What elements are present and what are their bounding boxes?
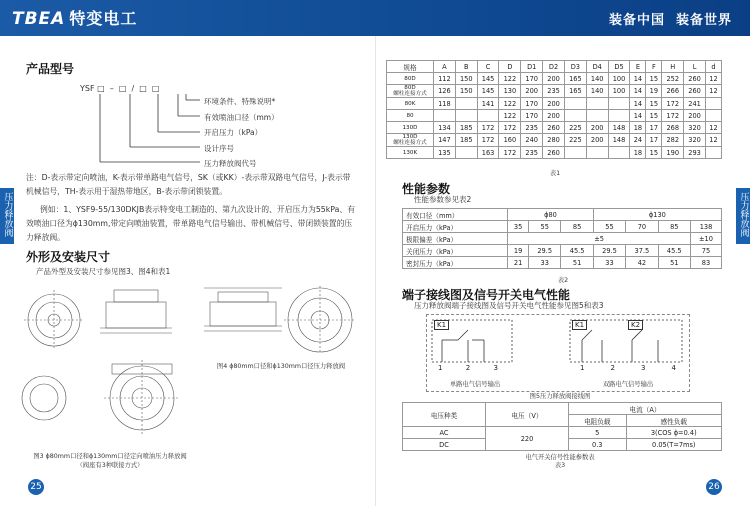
table1-cell: 14	[630, 110, 646, 122]
perf-label: 有效口径（mm）	[403, 209, 508, 221]
dimension-table	[386, 60, 722, 159]
table3-title-note: 电气开关信号性能参数表	[525, 454, 595, 461]
t3-h-current: 电流（A）	[569, 403, 722, 415]
table1-cell: 225	[564, 122, 586, 134]
table1-cell: 147	[434, 134, 456, 147]
table1-cell: 235	[543, 85, 565, 98]
perf-cell: 45.5	[658, 245, 690, 257]
terminal-number: 1	[438, 364, 443, 372]
table1-cell: 160	[499, 134, 521, 147]
side-tab-left-label: 压力释放阀	[2, 192, 13, 237]
perf-cell: 45.5	[561, 245, 593, 257]
table1-cell: 165	[564, 85, 586, 98]
table1-header-cell: D1	[521, 61, 543, 73]
table1-cell: 14	[630, 98, 646, 110]
perf-cell: 33	[593, 257, 625, 269]
perf-label: 开启压力（kPa）	[403, 221, 508, 233]
legend-item: 有效喷油口径（mm）	[204, 112, 279, 122]
table1-cell: 140	[586, 73, 608, 85]
terminal-number: 4	[671, 364, 676, 372]
t3-inductive: 0.05(T=7ms)	[626, 439, 722, 451]
fig5-caption: 图5压力释放阀接线图	[529, 393, 591, 400]
table1-cell	[477, 110, 499, 122]
table1-header-cell: H	[662, 61, 684, 73]
perf-cell: 55	[593, 221, 625, 233]
table1-cell	[564, 110, 586, 122]
table1-cell: 122	[499, 98, 521, 110]
table1-header-cell: A	[434, 61, 456, 73]
performance-title: 性能参数	[402, 182, 451, 196]
perf-cell: 42	[626, 257, 658, 269]
perf-cell: 37.5	[626, 245, 658, 257]
table1-cell: 170	[521, 98, 543, 110]
table1-cell: 150	[455, 85, 477, 98]
brand-logo	[12, 6, 137, 29]
model-code-prefix: YSF	[80, 84, 95, 93]
table3-caption: 表3	[554, 462, 566, 469]
table1-cell: 252	[662, 73, 684, 85]
table1-cell: 170	[521, 73, 543, 85]
table1-cell: 200	[586, 122, 608, 134]
table1-cell	[455, 98, 477, 110]
table1-cell: 122	[499, 110, 521, 122]
table1-cell: 260	[684, 85, 706, 98]
fig4-caption: 图4 ϕ80mm口径和ϕ130mm口径压力释放阀	[216, 363, 346, 370]
table1-cell	[608, 98, 630, 110]
table1-cell	[564, 98, 586, 110]
perf-cell: 85	[658, 221, 690, 233]
table1-cell	[564, 147, 586, 159]
table1-spec-cell: 80D	[387, 73, 434, 85]
table1-cell: 200	[521, 85, 543, 98]
table1-cell: 165	[564, 73, 586, 85]
perf-cell: 75	[690, 245, 721, 257]
page-header	[0, 0, 750, 36]
model-code-blanks: □ – □ / □ □	[97, 84, 160, 93]
table1-cell: 200	[543, 73, 565, 85]
page-number-right: 26	[706, 479, 722, 495]
table1-header-cell: D3	[564, 61, 586, 73]
perf-cell: 29.5	[593, 245, 625, 257]
fig3-caption: 图3 ϕ80mm口径和ϕ130mm口径定向喷油压力释放阀（阀座有3种联接方式）	[33, 453, 187, 469]
perf-cell: 51	[658, 257, 690, 269]
table1-cell: 172	[662, 98, 684, 110]
legend-item: 环境条件、特殊说明*	[204, 97, 276, 106]
table1-cell: 200	[684, 110, 706, 122]
table1-spec-cell: 80D 螺柱连接方式	[387, 85, 434, 98]
table1-cell: 15	[646, 110, 662, 122]
dimension-table-body	[387, 61, 722, 159]
table1-cell: 200	[586, 134, 608, 147]
table1-cell: 12	[705, 122, 721, 134]
side-tab-right-label: 压力释放阀	[738, 192, 749, 237]
t3-resistive: 5	[569, 427, 627, 439]
table1-cell: 130	[499, 85, 521, 98]
legend-item: 压力释放阀代号	[204, 159, 257, 168]
table1-cell: 260	[684, 73, 706, 85]
table1-cell: 14	[630, 73, 646, 85]
table1-header-cell: C	[477, 61, 499, 73]
table1-cell: 266	[662, 85, 684, 98]
table1-spec-cell: 80K	[387, 98, 434, 110]
perf-cell: 51	[561, 257, 593, 269]
table1-header-cell: D2	[543, 61, 565, 73]
terminal-intro: 压力释放阀端子接线图及信号开关电气性能参见图5和表3	[414, 301, 604, 310]
table1-cell: 172	[477, 122, 499, 134]
table1-cell: 140	[586, 85, 608, 98]
table1-cell: 282	[662, 134, 684, 147]
table1-spec-cell: 130D 螺柱连接方式	[387, 134, 434, 147]
slogan: 装备中国 装备世界	[608, 13, 732, 28]
table1-cell: 24	[630, 134, 646, 147]
t3-h-resistive: 电阻负载	[569, 415, 627, 427]
perf-cell: 21	[508, 257, 529, 269]
electrical-table	[402, 402, 722, 451]
table1-cell: 280	[543, 134, 565, 147]
perf-cell: 70	[626, 221, 658, 233]
logo-cn: 特变电工	[69, 9, 138, 28]
table1-cell: 122	[499, 73, 521, 85]
perf-label: 密封压力（kPa）	[403, 257, 508, 269]
table1-cell	[586, 147, 608, 159]
table1-cell: 134	[434, 122, 456, 134]
table2-caption: 表2	[557, 277, 569, 284]
table1-cell: 100	[608, 73, 630, 85]
fig3-drawing	[14, 280, 184, 455]
table1-cell: 145	[477, 85, 499, 98]
table1-cell: 112	[434, 73, 456, 85]
table1-cell: 148	[608, 134, 630, 147]
perf-label: 极限偏差（kPa）	[403, 233, 508, 245]
table1-header-cell: d	[705, 61, 721, 73]
table1-header-cell: 规格	[387, 61, 434, 73]
fig4-drawing	[200, 282, 360, 362]
table1-header-cell: E	[630, 61, 646, 73]
perf-cell: 85	[561, 221, 593, 233]
table1-cell: 200	[543, 110, 565, 122]
table1-cell: 17	[646, 134, 662, 147]
table1-cell: 235	[521, 122, 543, 134]
table1-cell: 12	[705, 134, 721, 147]
table1-cell: 18	[630, 122, 646, 134]
table1-row	[387, 85, 722, 98]
model-legend	[204, 94, 279, 172]
table1-cell	[586, 110, 608, 122]
table1-caption: 表1	[549, 170, 561, 177]
table1-cell: 17	[646, 122, 662, 134]
table1-cell: 14	[630, 85, 646, 98]
model-title: 产品型号	[26, 62, 75, 76]
performance-table	[402, 208, 722, 269]
terminal-title: 端子接线图及信号开关电气性能	[402, 288, 571, 302]
table1-cell: 260	[543, 147, 565, 159]
perf-cell: 55	[529, 221, 561, 233]
table1-cell: 170	[521, 110, 543, 122]
table1-cell: 241	[684, 98, 706, 110]
t3-inductive: 3(COS ϕ=0.4)	[626, 427, 722, 439]
table1-cell: 126	[434, 85, 456, 98]
table1-cell: 240	[521, 134, 543, 147]
table1-spec-cell: 130D	[387, 122, 434, 134]
perf-cell: ϕ80	[508, 209, 594, 221]
table1-row	[387, 73, 722, 85]
table1-cell: 268	[662, 122, 684, 134]
legend-item: 开启压力（kPa）	[204, 128, 263, 137]
t3-h-type: 电压种类	[403, 403, 486, 427]
table1-cell	[608, 147, 630, 159]
table1-header-cell: B	[455, 61, 477, 73]
table1-cell: 172	[499, 147, 521, 159]
table1-cell	[705, 98, 721, 110]
table1-cell: 18	[630, 147, 646, 159]
table1-cell: 145	[477, 73, 499, 85]
table1-cell: 148	[608, 122, 630, 134]
model-note-1: 注：D-表示带定向喷油，K-表示带单路电气信号，SK（或KK）-表示带双路电气信号，J-表示带机械信号，TH-表示用于湿热带地区，B-表示带闭锁装置。	[26, 173, 351, 196]
perf-cell: ±5	[508, 233, 691, 245]
table1-cell	[455, 147, 477, 159]
table1-header-cell: D5	[608, 61, 630, 73]
perf-cell: ϕ130	[593, 209, 721, 221]
terminal-number: 3	[493, 364, 498, 372]
table1-cell: 260	[543, 122, 565, 134]
dimensions-intro: 产品外型及安装尺寸参见图3、图4和表1	[36, 267, 171, 276]
perf-cell: 19	[508, 245, 529, 257]
table1-header-cell: F	[646, 61, 662, 73]
table1-cell	[705, 147, 721, 159]
table1-spec-cell: 80	[387, 110, 434, 122]
page-number-left: 25	[28, 479, 44, 495]
table1-cell	[705, 110, 721, 122]
table1-cell	[608, 110, 630, 122]
table1-cell: 15	[646, 73, 662, 85]
double-caption: 双路电气信号输出	[602, 381, 654, 388]
logo-en: TBEA	[12, 9, 66, 29]
table1-cell: 163	[477, 147, 499, 159]
side-tab-left	[0, 188, 14, 244]
table1-cell: 150	[455, 73, 477, 85]
table1-header-cell: L	[684, 61, 706, 73]
table1-cell: 293	[684, 147, 706, 159]
table1-header-cell: D4	[586, 61, 608, 73]
perf-cell: 29.5	[529, 245, 561, 257]
table1-cell: 141	[477, 98, 499, 110]
dimensions-title: 外形及安装尺寸	[26, 250, 111, 264]
table1-cell	[434, 110, 456, 122]
table1-cell: 19	[646, 85, 662, 98]
t3-h-voltage: 电压（V）	[486, 403, 569, 427]
performance-intro: 性能参数参见表2	[414, 195, 472, 204]
table1-cell	[455, 110, 477, 122]
table1-row	[387, 110, 722, 122]
legend-item: 设计序号	[204, 143, 234, 153]
double-k1-label: K1	[572, 320, 587, 330]
t3-h-inductive: 感性负载	[626, 415, 722, 427]
perf-cell: 35	[508, 221, 529, 233]
terminal-number: 3	[641, 364, 646, 372]
side-tab-right	[736, 188, 750, 244]
table1-row	[387, 134, 722, 147]
table1-cell: 172	[662, 110, 684, 122]
perf-label: 关闭压力（kPa）	[403, 245, 508, 257]
t3-resistive: 0.3	[569, 439, 627, 451]
table1-cell: 320	[684, 134, 706, 147]
terminal-number: 2	[610, 364, 615, 372]
table1-cell: 15	[646, 98, 662, 110]
table1-cell: 172	[499, 122, 521, 134]
terminal-number: 2	[465, 364, 471, 372]
table1-cell: 225	[564, 134, 586, 147]
table1-cell: 185	[455, 122, 477, 134]
table1-spec-cell: 130K	[387, 147, 434, 159]
table1-cell: 118	[434, 98, 456, 110]
t3-type: AC	[403, 427, 486, 439]
double-terms	[580, 364, 676, 372]
table1-row	[387, 98, 722, 110]
table1-cell: 190	[662, 147, 684, 159]
table1-cell: 200	[543, 98, 565, 110]
table1-cell: 12	[705, 73, 721, 85]
double-k2-label: K2	[628, 320, 643, 330]
perf-cell: 33	[529, 257, 561, 269]
perf-cell: 138	[690, 221, 721, 233]
table1-cell: 172	[477, 134, 499, 147]
perf-cell: ±10	[690, 233, 721, 245]
table1-cell: 15	[646, 147, 662, 159]
page-divider	[375, 36, 376, 506]
single-terms	[438, 364, 498, 372]
single-caption: 单路电气信号输出	[449, 381, 501, 388]
table1-header-cell: D	[499, 61, 521, 73]
perf-cell: 83	[690, 257, 721, 269]
table1-cell: 320	[684, 122, 706, 134]
table1-row	[387, 122, 722, 134]
table1-cell: 100	[608, 85, 630, 98]
table1-cell: 185	[455, 134, 477, 147]
table1-cell: 235	[521, 147, 543, 159]
table1-cell: 135	[434, 147, 456, 159]
table1-cell	[586, 98, 608, 110]
table1-row	[387, 147, 722, 159]
t3-type: DC	[403, 439, 486, 451]
t3-voltage: 220	[486, 427, 569, 451]
model-note-2: 例如：1、YSF9-55/130DKJB表示特变电工制造的、第九次设计的、开启压力为55kPa、有效喷油口径为ϕ130mm,带定向喷油装置，带单路电气信号输出、带机械信号、带闭锁装置的压力释放阀。	[26, 205, 356, 242]
model-code-diagram	[94, 90, 214, 170]
terminal-number: 1	[580, 364, 585, 372]
table1-cell: 12	[705, 85, 721, 98]
single-k-label: K1	[434, 320, 449, 330]
